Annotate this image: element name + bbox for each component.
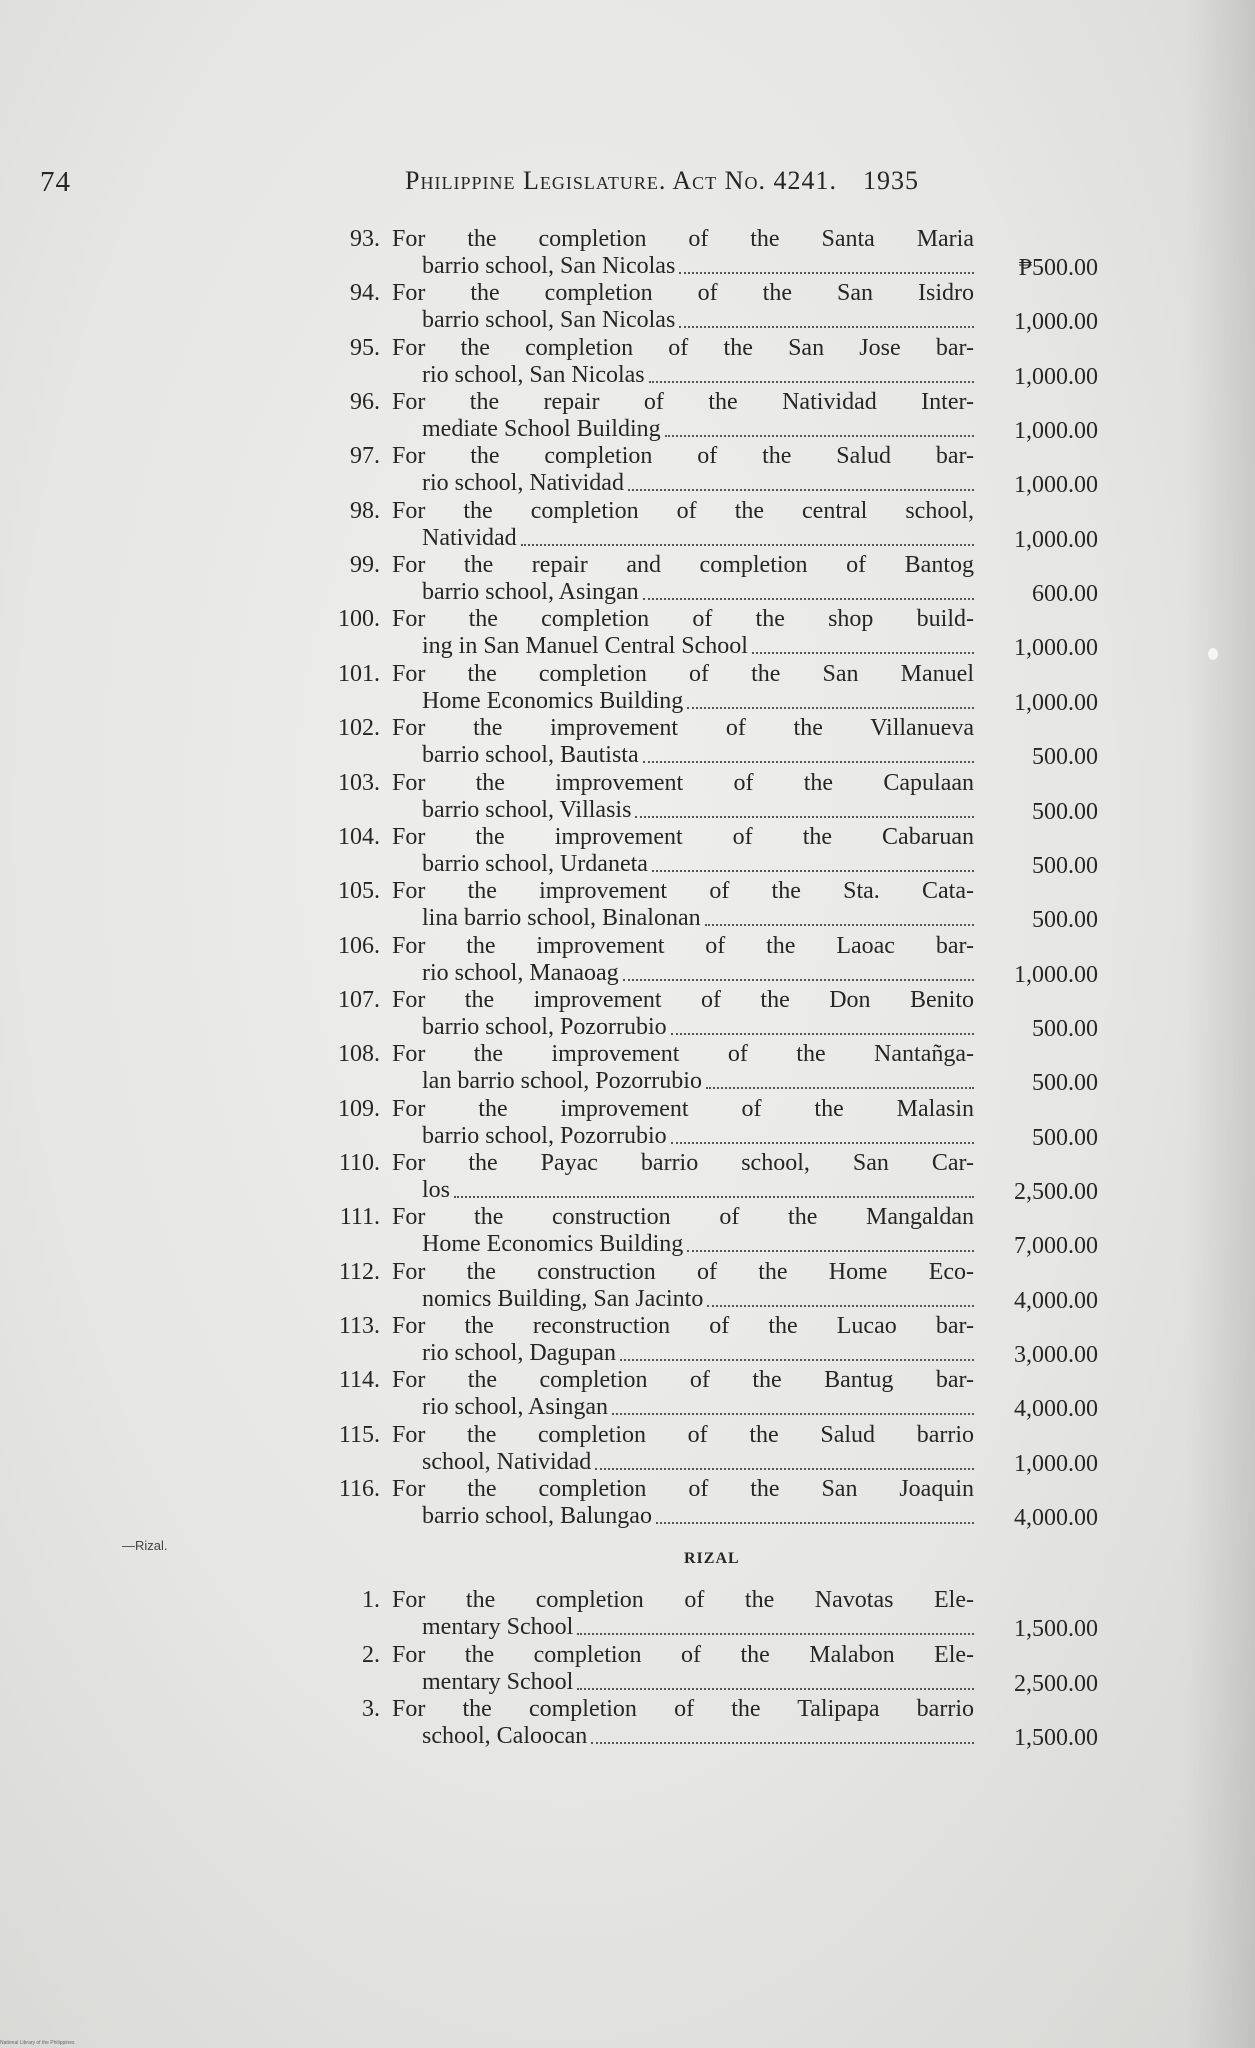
dot-leader [595,1449,974,1470]
item-location: barrio school, Pozorrubio [422,1122,667,1149]
item-amount: 2,500.00 [1014,1178,1098,1205]
appropriation-item [330,1313,1120,1369]
item-description-line1: For the improvement of the Capulaan [392,769,974,796]
item-amount: 3,000.00 [1014,1342,1098,1368]
item-description-line1: For the improvement of the Don Benito [392,986,974,1013]
appropriation-item [330,1041,1120,1097]
appropriation-item [330,824,1120,880]
appropriation-item [330,498,1120,554]
dot-leader [665,416,974,437]
appropriation-item [330,552,1120,608]
item-number: 96. [350,389,380,416]
item-description-line2 [422,797,974,824]
item-description-line2 [422,1614,974,1641]
item-number: 105. [338,878,380,905]
item-number: 3. [362,1696,380,1722]
item-description-line2 [422,960,974,987]
dot-leader [454,1177,974,1198]
dot-leader [628,470,974,491]
item-description-line1: For the completion of the San Joaquin [392,1476,974,1503]
appropriation-item [330,661,1120,717]
item-number: 97. [350,443,380,470]
appropriation-item [330,987,1120,1043]
item-location: lina barrio school, Binalonan [422,905,701,932]
item-description-line1: For the improvement of the Nantañga- [392,1041,974,1068]
appropriation-item [330,1422,1120,1478]
appropriation-item [330,335,1120,391]
item-description-line2 [422,1394,974,1421]
running-head-title: Philippine Legislature. Act No. 4241. [405,166,837,195]
appropriation-item [330,933,1120,989]
item-description-line1: For the construction of the Mangaldan [392,1204,974,1231]
appropriation-item [330,1642,1120,1698]
item-number: 114. [338,1367,380,1394]
item-amount: 500.00 [1032,1070,1098,1097]
item-amount: 4,000.00 [1014,1505,1098,1532]
scan-speck [1208,648,1218,660]
dot-leader [577,1669,974,1690]
item-amount: 500.00 [1032,1015,1098,1042]
item-number: 106. [338,932,380,959]
item-number: 99. [350,552,380,579]
item-number: 102. [338,715,380,742]
item-amount: 1,000.00 [1014,363,1098,390]
appropriation-item [330,226,1120,282]
item-location: mediate School Building [422,416,661,443]
item-description-line2 [422,1340,974,1367]
item-amount: 2,500.00 [1014,1670,1098,1697]
item-number: 115. [338,1421,380,1448]
dot-leader [679,253,974,274]
item-description-line1: For the improvement of the Sta. Cata- [392,878,974,905]
item-description-line2 [422,1503,974,1530]
dot-leader [687,688,974,709]
item-location: Home Economics Building [422,687,684,714]
item-description-line2 [422,851,974,878]
dot-leader [643,742,974,763]
item-number: 95. [350,334,380,361]
dot-leader [687,1231,974,1252]
item-number: 98. [350,497,380,524]
page-number: 74 [40,166,71,198]
item-amount: 500.00 [1032,798,1098,825]
item-location: barrio school, Pozorrubio [422,1013,667,1040]
appropriation-item [330,389,1120,445]
dot-leader [591,1723,974,1744]
item-description-line2 [422,688,974,715]
item-description-line1: For the completion of the central school, [392,497,974,524]
appropriation-item [330,878,1120,934]
item-location: rio school, Manaoag [422,959,619,986]
item-amount: 1,000.00 [1014,1450,1098,1477]
appropriation-item [330,1096,1120,1152]
item-description-line1: For the improvement of the Malasin [392,1095,974,1122]
appropriation-item [330,770,1120,826]
item-location: rio school, Asingan [422,1394,608,1421]
item-description-line2 [422,362,974,389]
item-amount: 500.00 [1032,852,1098,879]
item-description-line1: For the completion of the San Isidro [392,280,974,307]
item-description-line2 [422,1231,974,1258]
item-description-line1: For the completion of the San Manuel [392,660,974,687]
item-number: 116. [338,1476,380,1503]
item-number: 2. [362,1641,380,1668]
item-location: school, Natividad [422,1448,592,1475]
item-description-line1: For the completion of the Bantug bar- [392,1367,974,1394]
dot-leader [707,1286,974,1307]
item-description-line2 [422,1449,974,1476]
item-description-line2 [422,1123,974,1150]
item-location: nomics Building, San Jacinto [422,1285,704,1312]
item-amount: ₱500.00 [1018,255,1098,281]
appropriation-item [330,280,1120,336]
appropriation-item [330,1150,1120,1206]
item-description-line2 [422,470,974,497]
dot-leader [623,960,974,981]
item-description-line1: For the completion of the shop build- [392,606,974,633]
dot-leader [643,579,974,600]
item-description-line1: For the construction of the Home Eco- [392,1258,974,1285]
dot-leader [706,1068,974,1089]
item-location: rio school, San Nicolas [422,361,645,388]
item-location: barrio school, Urdaneta [422,850,648,877]
item-description-line1: For the completion of the Salud barrio [392,1421,974,1448]
item-description-line2 [422,1669,974,1696]
item-description-line2 [422,633,974,660]
footer-watermark: National Library of the Philippines [0,2040,75,2046]
item-amount: 500.00 [1032,1124,1098,1151]
dot-leader [671,1123,974,1144]
dot-leader [612,1394,974,1415]
item-location: lan barrio school, Pozorrubio [422,1068,702,1095]
item-description-line1: For the Payac barrio school, San Car- [392,1149,974,1176]
item-number: 100. [338,606,380,633]
item-description-line1: For the completion of the Salud bar- [392,443,974,470]
dot-leader [752,633,974,654]
item-description-line2 [422,1286,974,1313]
item-description-line1: For the completion of the Navotas Ele- [392,1587,974,1613]
appropriation-item [330,606,1120,662]
appropriation-item [330,1587,1120,1643]
item-description-line1: For the improvement of the Laoac bar- [392,932,974,959]
item-description-line2 [422,416,974,443]
appropriation-item [330,1696,1120,1752]
item-description-line1: For the improvement of the Cabaruan [392,823,974,850]
item-description-line1: For the completion of the Malabon Ele- [392,1641,974,1668]
item-number: 101. [338,660,380,687]
item-description-line2 [422,579,974,606]
dot-leader [521,525,974,546]
item-number: 94. [350,280,380,307]
item-location: rio school, Dagupan [422,1340,616,1366]
dot-leader [620,1340,974,1361]
item-number: 93. [350,226,380,252]
item-amount: 1,000.00 [1014,472,1098,499]
item-amount: 1,000.00 [1014,526,1098,553]
appropriation-item [330,1259,1120,1315]
item-description-line1: For the completion of the San Jose bar- [392,334,974,361]
item-amount: 1,000.00 [1014,309,1098,336]
running-head [405,166,919,196]
section-heading: RIZAL [684,1550,740,1567]
dot-leader [679,307,974,328]
item-description-line2 [422,742,974,769]
item-description-line1: For the repair of the Natividad Inter- [392,389,974,416]
item-location: rio school, Natividad [422,470,624,497]
item-location: Natividad [422,524,517,551]
margin-note: —Rizal. [122,1538,168,1553]
dot-leader [705,905,974,926]
appropriation-item [330,1204,1120,1260]
item-description-line2 [422,253,974,280]
dot-leader [656,1503,974,1524]
item-amount: 1,500.00 [1014,1616,1098,1642]
item-description-line1: For the completion of the Santa Maria [392,226,974,252]
appropriation-item [330,1367,1120,1423]
item-number: 110. [338,1149,380,1176]
item-amount: 7,000.00 [1014,1233,1098,1260]
item-number: 1. [362,1587,380,1613]
item-location: mentary School [422,1614,574,1640]
item-amount: 500.00 [1032,907,1098,934]
item-description-line1: For the completion of the Talipapa barrio [392,1696,974,1722]
item-number: 108. [338,1041,380,1068]
item-description-line1: For the reconstruction of the Lucao bar- [392,1313,974,1339]
appropriation-item [330,715,1120,771]
dot-leader [577,1614,974,1635]
item-description-line1: For the repair and completion of Bantog [392,552,974,579]
page-edge-shadow [1185,0,1255,2048]
item-location: ing in San Manuel Central School [422,633,748,660]
item-description-line2 [422,307,974,334]
item-description-line2 [422,1177,974,1204]
item-amount: 500.00 [1032,744,1098,771]
dot-leader [671,1014,974,1035]
item-amount: 1,000.00 [1014,635,1098,662]
item-location: barrio school, Villasis [422,796,632,823]
item-number: 113. [338,1313,380,1339]
item-amount: 1,000.00 [1014,689,1098,716]
dot-leader [635,797,974,818]
item-location: los [422,1176,451,1203]
item-number: 109. [338,1095,380,1122]
item-location: barrio school, Asingan [422,579,639,606]
item-description-line2 [422,905,974,932]
item-location: barrio school, San Nicolas [422,307,676,334]
item-location: barrio school, San Nicolas [422,253,676,279]
appropriation-item [330,443,1120,499]
item-location: Home Economics Building [422,1231,684,1258]
item-description-line2 [422,1014,974,1041]
item-description-line1: For the improvement of the Villanueva [392,715,974,742]
item-location: school, Caloocan [422,1723,588,1749]
item-location: barrio school, Balungao [422,1503,652,1530]
dot-leader [649,362,974,383]
item-amount: 4,000.00 [1014,1287,1098,1314]
item-number: 107. [338,986,380,1013]
item-number: 104. [338,823,380,850]
running-head-year: 1935 [862,166,919,195]
item-number: 112. [338,1258,380,1285]
appropriation-item [330,1476,1120,1532]
item-amount: 4,000.00 [1014,1396,1098,1423]
item-number: 103. [338,769,380,796]
dot-leader [652,851,974,872]
item-location: mentary School [422,1668,574,1695]
item-description-line2 [422,525,974,552]
item-number: 111. [339,1204,380,1231]
item-amount: 600.00 [1032,581,1098,608]
item-amount: 1,500.00 [1014,1725,1098,1751]
item-description-line2 [422,1723,974,1750]
item-amount: 1,000.00 [1014,961,1098,988]
item-amount: 1,000.00 [1014,418,1098,445]
item-location: barrio school, Bautista [422,742,639,769]
item-description-line2 [422,1068,974,1095]
